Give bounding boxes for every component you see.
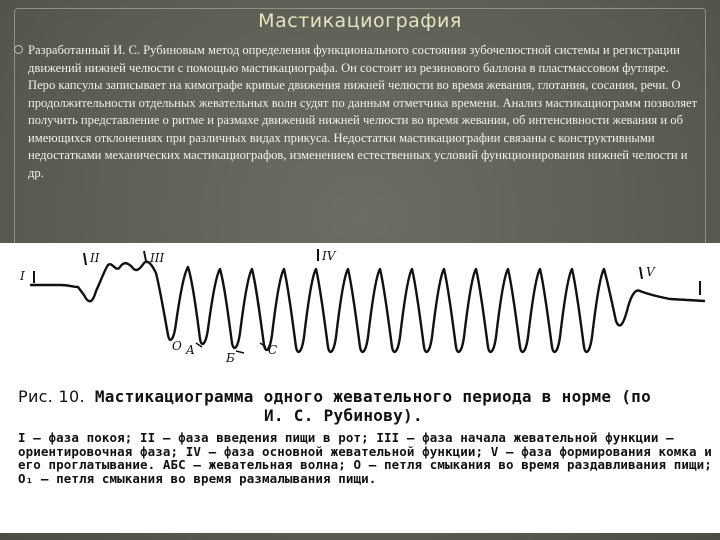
slide-paragraph [28,42,698,182]
wave-marker-b [236,351,244,353]
figure-caption [18,388,714,485]
caption-title: Мастикациограмма одного жевательного периода в норме (по [94,387,652,406]
phase-label-i: I [20,269,25,283]
slide-title: Мастикациография [258,10,462,32]
paragraph-text: Разработанный И. С. Рубиновым метод определения функционального состояния зубочелюстной системы и регистрации движений нижней челюсти с помощью мастикациографа. Он состоит из резинового баллона в пластмассовом футляре. Перо капсулы записывает на кимографе кривые движения нижней челюсти во время жевания, глотания, сосания, речи. О продолжительности отдельных жевательных волн судят по данным отметчика времени. Анализ мастикациограмм позволяет получить представление о ритме и размахе движений нижней челюсти во время жевания, об интенсивности жевания и об имеющихся отклонениях при различных видах прикуса. Недостатки мастикациографии связаны с конструктивными недостатками механических мастикациографов, изменением естественных условий функционирования нижней челюсти и др. [28,43,698,180]
phase-label-v: V [646,265,655,279]
phase-tick-iii [144,251,146,261]
wave-label-b: Б [226,351,235,365]
caption-heading [18,388,714,406]
caption-legend: I — фаза покоя; II — фаза введения пищи в рот; III — фаза начала жевательной функции — ориентировочная фаза; IV — фаза основной жевательной функции; V — фаза формирования комка и его проглатывание. АБС — жевательная волна; O — петля смыкания во время раздавливания пищи; O₁ — петля смыкания во время размалывания пищи. [18,430,712,486]
phase-tick-v [640,267,642,279]
caption-title-continued: И. С. Рубинову). [264,406,423,425]
wave-label-c: C [268,343,278,357]
phase-label-iv: IV [322,249,336,263]
masticatiogram-figure [0,243,720,533]
bullet-icon [14,45,23,54]
trace-line [30,262,705,352]
masticatiogram-trace [0,243,720,383]
wave-label-a: A [186,343,195,357]
loop-label-o: O [172,339,182,353]
phase-label-ii: II [90,251,100,265]
caption-number: Рис. 10. [18,387,85,406]
phase-tick-ii [84,253,86,265]
phase-label-iii: III [150,251,165,265]
